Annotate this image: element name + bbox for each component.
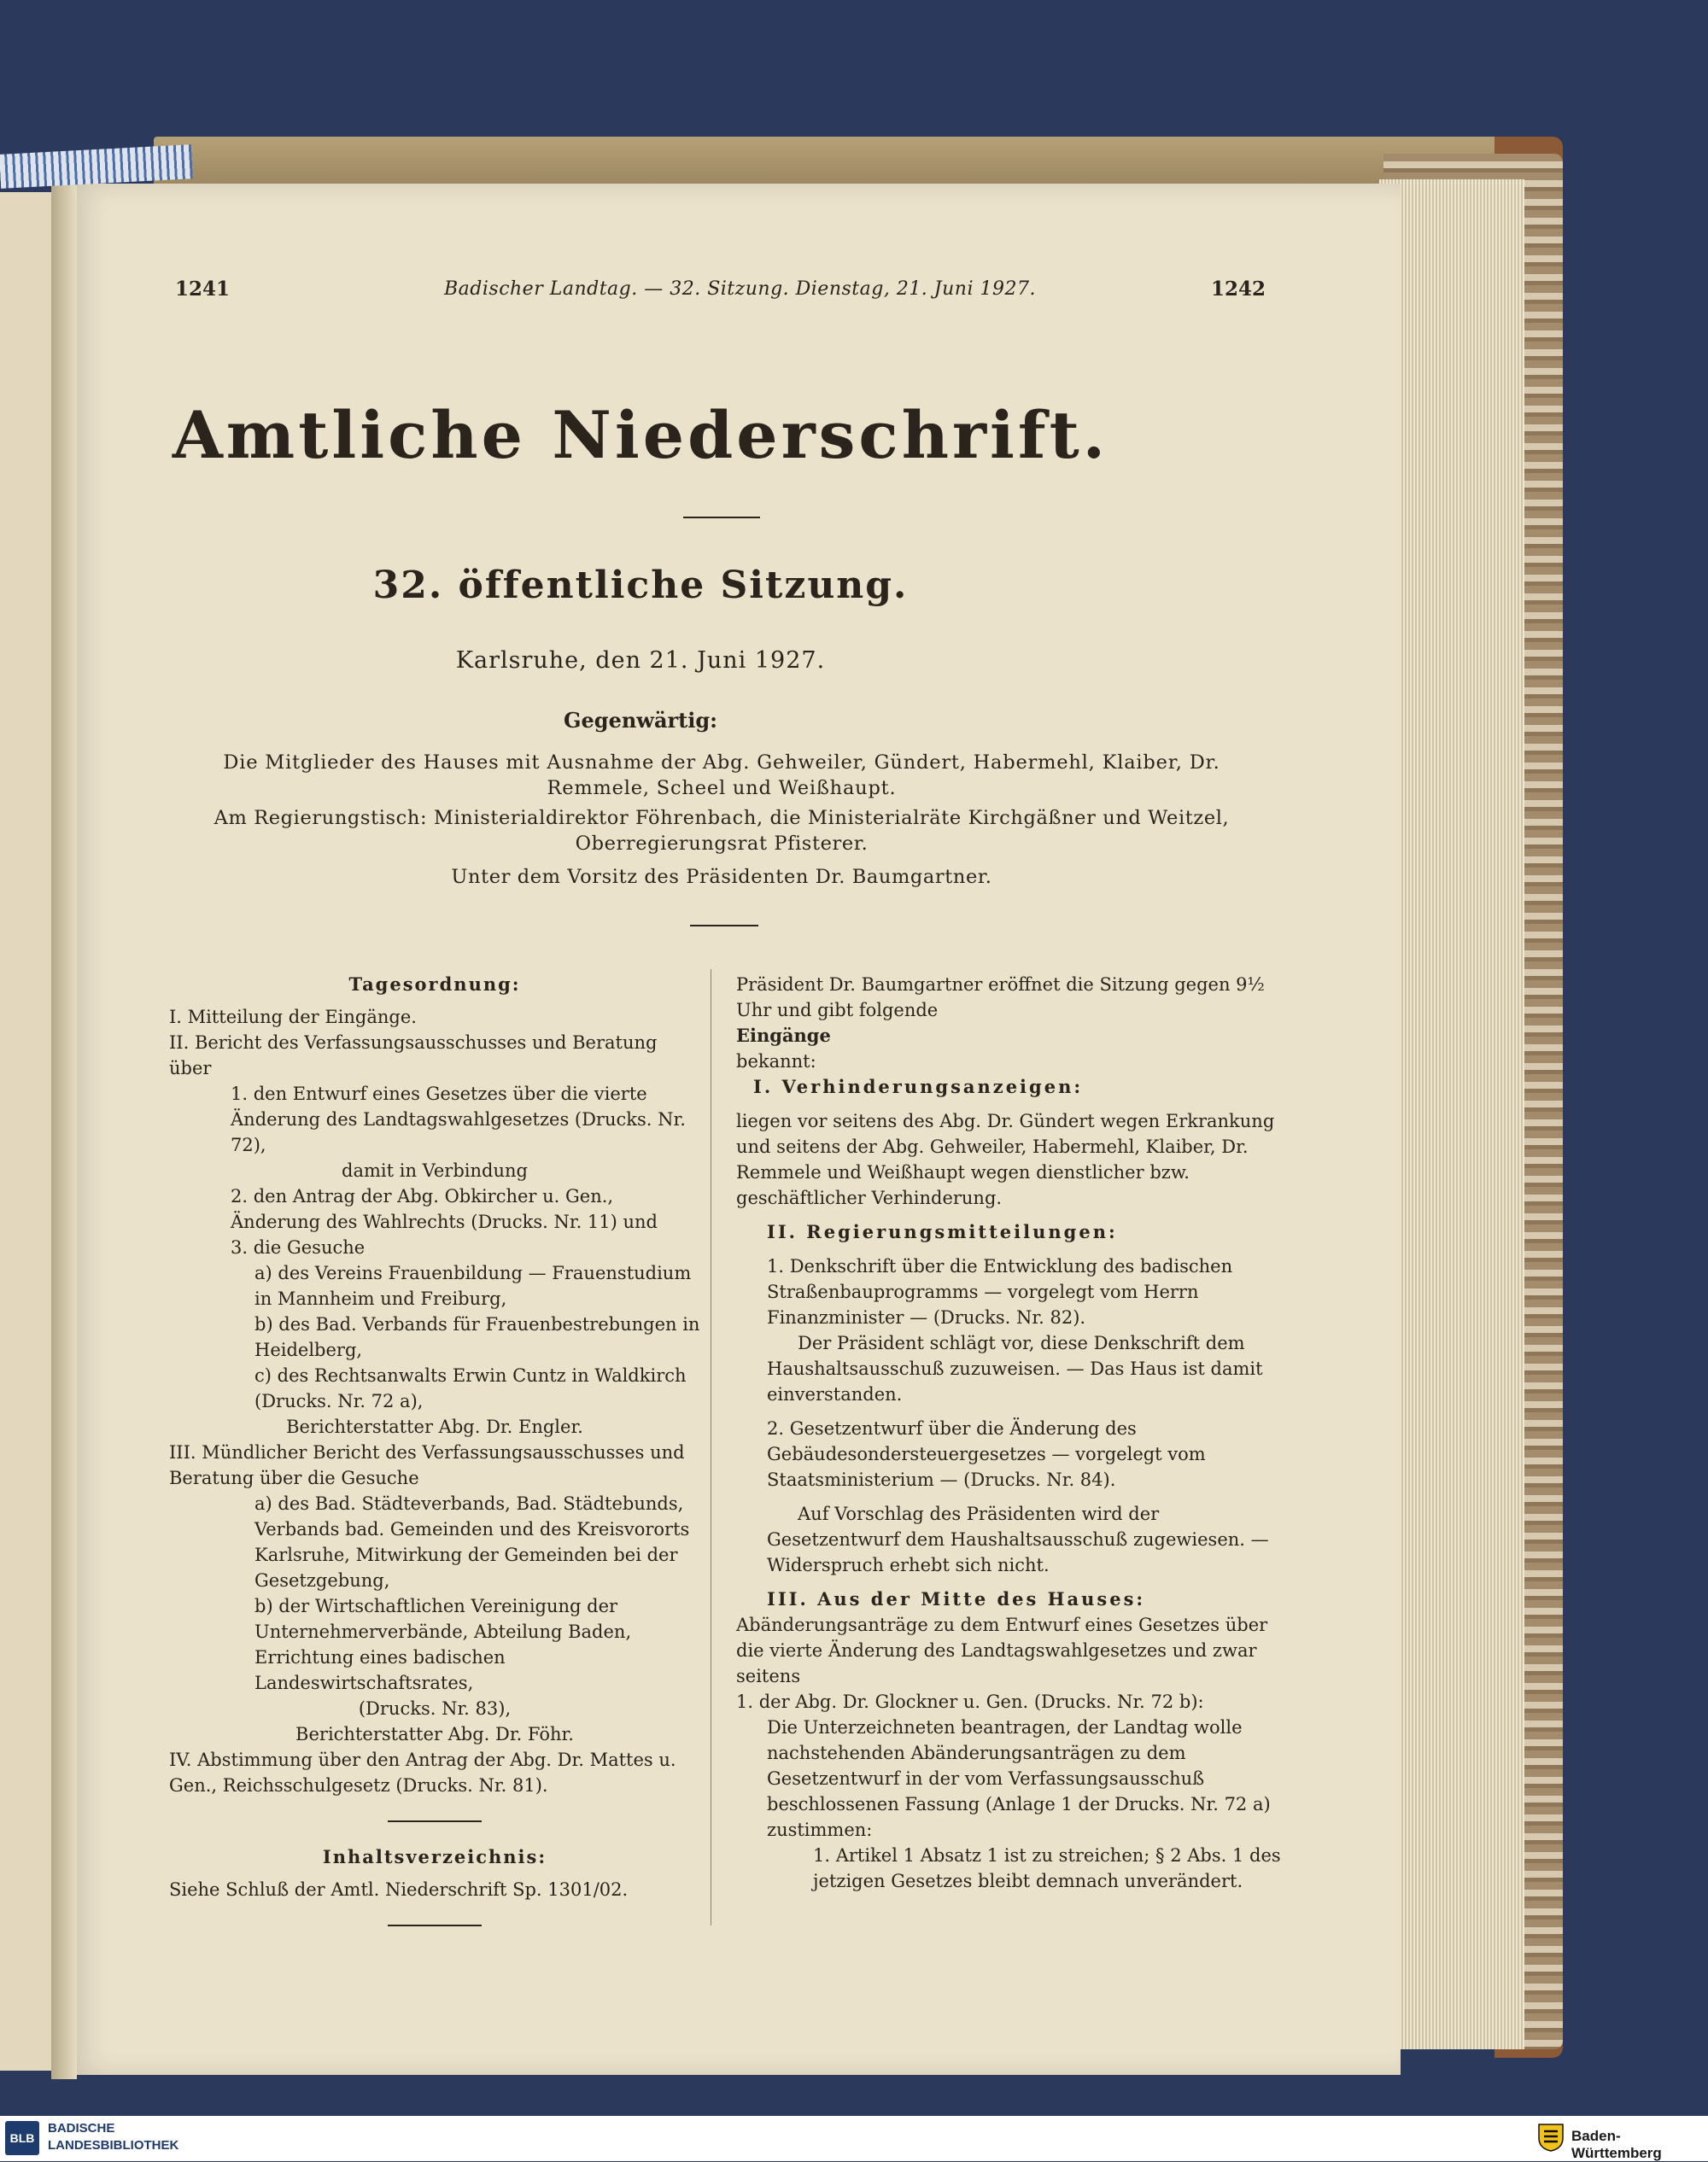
agenda-item: 3. die Gesuche xyxy=(231,1237,366,1258)
section-3-heading: III. Aus der Mitte des Hauses: xyxy=(767,1588,1146,1610)
section-2-item-1-note: Der Präsident schlägt vor, diese Denkschrift dem Haushaltsausschuß zuzuweisen. — Das Haus ist damit einverstanden. xyxy=(767,1333,1263,1405)
document-title: Amtliche Niederschrift. xyxy=(172,397,1109,473)
section-3-item-1-text: Die Unterzeichneten beantragen, der Landtag wolle nachstehenden Abänderungsanträgen zu dem Gesetzentwurf in der vom Verfassungsausschuß beschlossenen Fassung (Anlage 1 der Drucks. Nr. 72 a) zustimmen: xyxy=(767,1717,1271,1840)
present-heading: Gegenwärtig: xyxy=(564,708,717,733)
agenda-item: I. Mitteilung der Eingänge. xyxy=(169,1007,417,1027)
section-2-item-1: 1. Denkschrift über die Entwicklung des badischen Straßenbauprogramms — vorgelegt vom Herrn Finanzminister — (Drucks. Nr. 82). xyxy=(767,1256,1233,1328)
government-bench: Am Regierungstisch: Ministerialdirektor Föhrenbach, die Ministerialräte Kirchgäßner und Weitzel, Oberregierungsrat Pfisterer. xyxy=(214,807,1230,855)
agenda-item: Berichterstatter Abg. Dr. Engler. xyxy=(286,1417,583,1437)
incoming-known: bekannt: xyxy=(736,1051,816,1072)
section-rule xyxy=(690,925,758,926)
state-label: Baden-Württemberg xyxy=(1571,2128,1662,2161)
agenda-rule xyxy=(388,1820,482,1822)
place-date: Karlsruhe, den 21. Juni 1927. xyxy=(455,647,826,674)
page-number-right: 1242 xyxy=(1211,278,1266,301)
agenda-heading: Tagesordnung: xyxy=(348,973,521,995)
opening-statement: Präsident Dr. Baumgartner eröffnet die Sitzung gegen 9½ Uhr und gibt folgende xyxy=(736,974,1265,1020)
members-present: Die Mitglieder des Hauses mit Ausnahme der Abg. Gehweiler, Gündert, Habermehl, Klaiber, Dr. Remmele, Scheel und Weißhaupt. xyxy=(223,751,1220,799)
library-name-line-1: BADISCHE xyxy=(48,2121,115,2136)
agenda-item: damit in Verbindung xyxy=(342,1160,528,1181)
section-3-item-1-sub: 1. Artikel 1 Absatz 1 ist zu streichen; § 2 Abs. 1 des jetzigen Gesetzes bleibt demnach unverändert. xyxy=(813,1845,1281,1891)
session-title: 32. öffentliche Sitzung. xyxy=(372,564,909,607)
footer-bar xyxy=(0,2116,1708,2161)
section-3-text: Abänderungsanträge zu dem Entwurf eines Gesetzes über die vierte Änderung des Landtagswahlgesetzes und zwar seitens xyxy=(736,1615,1268,1686)
agenda-column xyxy=(169,972,700,1949)
agenda-item: c) des Rechtsanwalts Erwin Cuntz in Waldkirch (Drucks. Nr. 72 a), xyxy=(254,1365,687,1411)
title-rule xyxy=(683,517,760,518)
agenda-item: a) des Bad. Städteverbands, Bad. Städtebunds, Verbands bad. Gemeinden und des Kreisvororts Karlsruhe, Mitwirkung der Gemeinden bei der Gesetzgebung, xyxy=(254,1493,690,1591)
running-head: Badischer Landtag. — 32. Sitzung. Dienstag, 21. Juni 1927. xyxy=(444,278,1036,300)
library-name-line-2: LANDESBIBLIOTHEK xyxy=(48,2138,179,2153)
section-2-heading: II. Regierungsmitteilungen: xyxy=(767,1221,1118,1242)
baden-wuerttemberg-crest-icon xyxy=(1537,2121,1565,2152)
page-number-left: 1241 xyxy=(175,278,231,301)
chair-statement: Unter dem Vorsitz des Präsidenten Dr. Baumgartner. xyxy=(451,866,992,888)
agenda-item: a) des Vereins Frauenbildung — Frauenstudium in Mannheim und Freiburg, xyxy=(254,1263,692,1309)
stacked-page-edges xyxy=(1379,179,1524,2049)
agenda-item: b) des Bad. Verbands für Frauenbestrebungen in Heidelberg, xyxy=(254,1314,700,1360)
section-1-heading: I. Verhinderungsanzeigen: xyxy=(753,1076,1084,1097)
section-3-item-1: 1. der Abg. Dr. Glockner u. Gen. (Drucks. Nr. 72 b): xyxy=(736,1692,1204,1712)
agenda-list xyxy=(169,1004,700,1798)
index-heading: Inhaltsverzeichnis: xyxy=(322,1846,547,1867)
blb-logo-icon: BLB xyxy=(5,2121,39,2155)
index-text: Siehe Schluß der Amtl. Niederschrift Sp. 1301/02. xyxy=(169,1879,629,1900)
index-rule xyxy=(388,1925,482,1926)
agenda-item: b) der Wirtschaftlichen Vereinigung der Unternehmerverbände, Abteilung Baden, Errichtung eines badischen Landeswirtschaftsrates, xyxy=(254,1596,632,1693)
book-top-edge xyxy=(154,137,1554,188)
section-2-item-2: 2. Gesetzentwurf über die Änderung des Gebäudesondersteuergesetzes — vorgelegt vom Staatsministerium — (Drucks. Nr. 84). xyxy=(767,1418,1206,1490)
agenda-item: IV. Abstimmung über den Antrag der Abg. Dr. Mattes u. Gen., Reichsschulgesetz (Drucks. Nr. 81). xyxy=(169,1750,676,1796)
agenda-item: Berichterstatter Abg. Dr. Föhr. xyxy=(295,1724,574,1744)
section-2-item-2-note: Auf Vorschlag des Präsidenten wird der Gesetzentwurf dem Haushaltsausschuß zugewiesen. — Widerspruch erhebt sich nicht. xyxy=(767,1504,1269,1575)
section-1-text: liegen vor seitens des Abg. Dr. Gündert wegen Erkrankung und seitens der Abg. Gehweiler, Habermehl, Klaiber, Dr. Remmele und Weißhaupt wegen dienstlicher bzw. geschäftlicher Verhinderung. xyxy=(736,1111,1275,1208)
agenda-item: (Drucks. Nr. 83), xyxy=(358,1698,512,1719)
agenda-item: 2. den Antrag der Abg. Obkircher u. Gen., Änderung des Wahlrechts (Drucks. Nr. 11) und xyxy=(231,1186,658,1232)
agenda-item: III. Mündlicher Bericht des Verfassungsausschusses und Beratung über die Gesuche xyxy=(169,1442,685,1488)
agenda-item: II. Bericht des Verfassungsausschusses und Beratung über xyxy=(169,1032,658,1078)
proceedings-column xyxy=(736,972,1283,1894)
agenda-item: 1. den Entwurf eines Gesetzes über die vierte Änderung des Landtagswahlgesetzes (Drucks. Nr. 72), xyxy=(231,1084,686,1155)
incoming-heading: Eingänge xyxy=(736,1025,831,1046)
